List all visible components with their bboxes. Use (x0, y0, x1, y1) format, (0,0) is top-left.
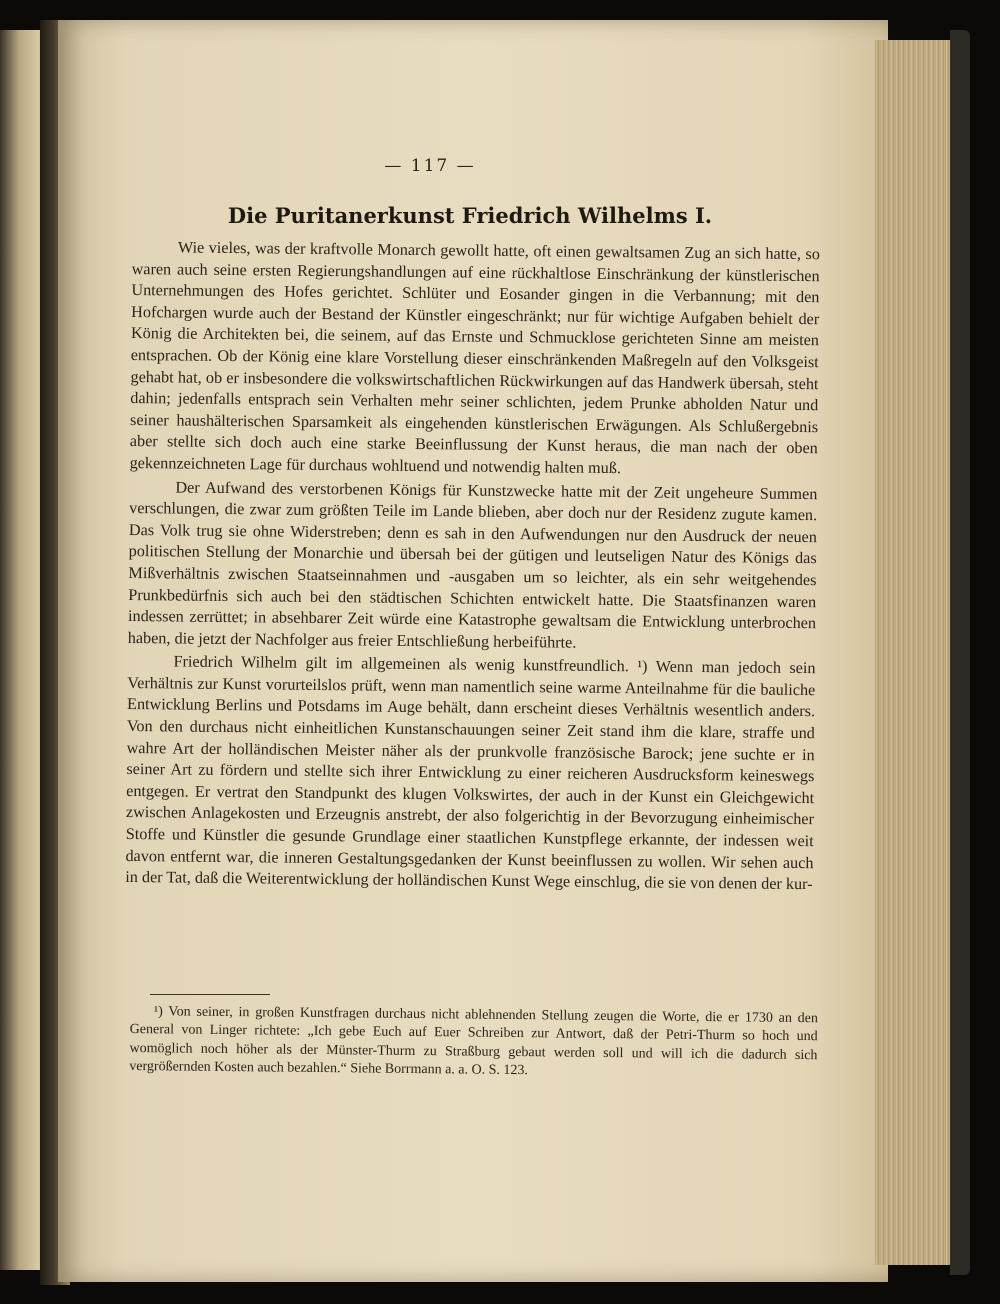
body-text (125, 237, 820, 898)
paragraph: Wie vieles, was der kraftvolle Monarch gewollt hatte, oft einen gewaltsamen Zug an sich hatte, so waren auch seine ersten Regierungshandlungen auf eine rückhaltlose Einschränkung der künstlerischen Unternehmungen des Hofes gerichtet. Schlüter und Eosander gingen in die Verbannung; mit den Hofchargen wurde auch der Bestand der Künstler eingeschränkt; nur für wichtige Aufgaben behielt der König die Architekten bei, die seinem, auf das Ernste und Schmucklose gerichteten Sinne am meisten entsprachen. Ob der König eine klare Vorstellung dieser einschränkenden Maßregeln auf den Volksgeist gehabt hat, ob er insbesondere die volkswirtschaftlichen Rückwirkungen auf das Handwerk übersah, steht dahin; jedenfalls entsprach sein Verhalten mehr seiner schlichten, jedem Prunke abholden Natur und seiner haushälterischen Sparsamkeit als eingehenden künstlerischen Erwägungen. Als Schlußergebnis aber stellte sich doch auch eine starke Beeinflussung der Kunst heraus, die man nach der oben gekennzeichneten Lage für durchaus wohltuend und notwendig halten muß. (129, 238, 820, 478)
footnote (129, 1003, 818, 1084)
footnote-divider (150, 994, 270, 995)
page-block-edge (875, 40, 953, 1265)
book-cover-edge (950, 30, 970, 1275)
chapter-title: Die Puritanerkunst Friedrich Wilhelms I. (227, 203, 713, 228)
footnote-text: ¹) Von seiner, in großen Kunstfragen durchaus nicht ablehnenden Stellung zeugen die Worte, die er 1730 an den General von Linger richtete: „Ich gebe Euch auf Euer Schreiben zur Antwort, daß der Petri-Thurm so hoch und womöglich noch höher als der Münster-Thurm zu Straßburg gebaut werden soll und will ich die dadurch sich vergrößernden Kosten auch bezahlen.“ Siehe Borrmann a. a. O. S. 123. (129, 1004, 818, 1079)
paragraph: Friedrich Wilhelm gilt im allgemeinen als wenig kunstfreundlich. ¹) Wenn man jedoch sein Verhältnis zur Kunst vorurteilslos prüft, wenn man namentlich seine warme Anteilnahme für die bauliche Entwicklung Berlins und Potsdams im Auge behält, dann erscheint dieses Verhältnis wesentlich anders. Von den durchaus nicht einheitlichen Kunstanschauungen seiner Zeit stand ihm die klare, straffe und wahre Art der holländischen Meister näher als der prunkvolle französische Barock; jene suchte er in seiner Art zu fördern und stellte sich ihrer Entwicklung zu einer reicheren Ausdrucksform keineswegs entgegen. Er vertrat den Standpunkt des klugen Volkswirtes, der auch in der Kunst ein Gleichgewicht zwischen Anlagekosten und Erzeugnis anstrebt, der also folgerichtig in der Bevorzugung einheimischer Stoffe und Künstler die gesunde Grundlage einer staatlichen Kunstpflege erkannte, der indessen weit davon entfernt war, die inneren Gestaltungsgedanken der Kunst beeinflussen zu wollen. Wir sehen auch in der Tat, daß die Weiterentwicklung der holländischen Kunst Wege einschlug, die sie von denen der kur- (125, 652, 816, 894)
paragraph: Der Aufwand des verstorbenen Königs für Kunstzwecke hatte mit der Zeit ungeheure Summen verschlungen, die zwar zum größten Teile im Lande blieben, aber doch nur der Residenz zugute kamen. Das Volk trug sie ohne Widerstreben; denn es sah in den Aufwendungen nur den Ausdruck der neuen politischen Stellung der Monarchie und übersah bei der gütigen und leutseligen Natur des Königs das Mißverhältnis zwischen Staatseinnahmen und -ausgaben um so leichter, als ein sehr weitgehendes Prunkbedürfnis sich auch bei den städtischen Schichten entwickelt hatte. Die Staatsfinanzen waren indessen zerrüttet; in absehbarer Zeit würde eine Katastrophe gewaltsam die Entwicklung unterbrochen haben, die jetzt der Nachfolger aus freier Entschließung herbeiführte. (127, 477, 818, 652)
page-number: — 117 — (384, 156, 476, 176)
